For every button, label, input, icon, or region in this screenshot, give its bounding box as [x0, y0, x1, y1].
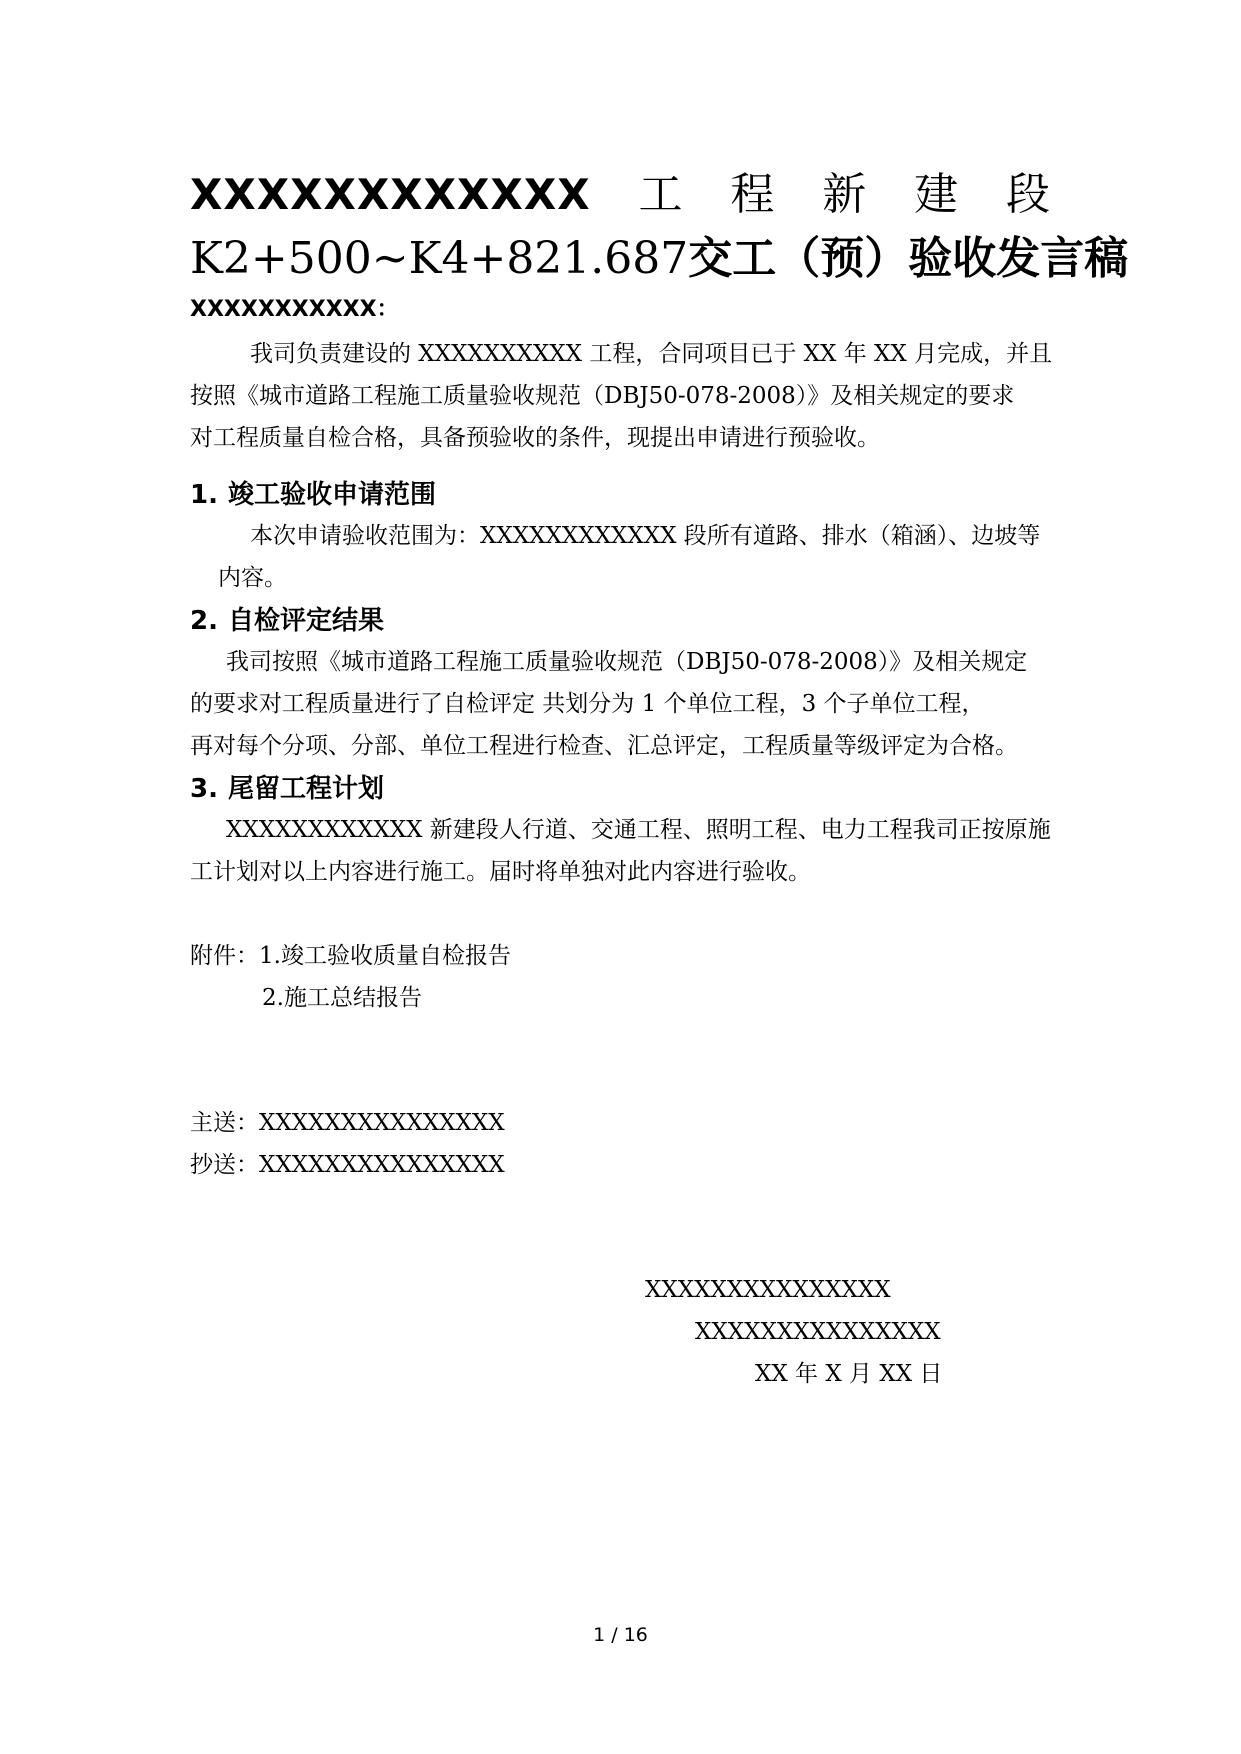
title-project-code: XXXXXXXXXXXX	[190, 170, 591, 219]
attachments	[190, 935, 511, 977]
title-suffix: 交工（预）验收发言稿	[688, 233, 1129, 284]
section-title: 竣工验收申请范围	[228, 480, 437, 510]
section-line: 工计划对以上内容进行施工。届时将单独对此内容进行验收。	[190, 859, 811, 885]
section-line: 本次申请验收范围为：XXXXXXXXXXXX 段所有道路、排水（箱涵）、边坡等	[250, 523, 1041, 549]
intro-line: 我司负责建设的 XXXXXXXXXX 工程，合同项目已于 XX 年 XX 月完成，并且	[250, 341, 1053, 367]
send-to-label: 主送：	[190, 1110, 259, 1136]
section-line: 内容。	[218, 565, 287, 591]
section-heading	[190, 474, 436, 511]
title-char: 建	[914, 169, 959, 220]
signature-date: XX 年 X 月 XX 日	[755, 1361, 943, 1387]
section-number: 3.	[190, 774, 218, 804]
section-line: 再对每个分项、分部、单位工程进行检查、汇总评定，工程质量等级评定为合格。	[190, 733, 1018, 759]
intro-line: 按照《城市道路工程施工质量验收规范（DBJ50-078-2008）》及相关规定的要求	[190, 383, 1015, 409]
title-line-2	[190, 222, 1128, 286]
intro-line: 对工程质量自检合格，具备预验收的条件，现提出申请进行预验收。	[190, 425, 880, 451]
section-title: 尾留工程计划	[228, 774, 385, 804]
attachment-item: 1.竣工验收质量自检报告	[259, 943, 511, 969]
salutation: XXXXXXXXXXX：	[190, 297, 399, 322]
title-char: 工	[638, 169, 683, 220]
attachment-item: 2.施工总结报告	[262, 985, 422, 1011]
title-char: 程	[730, 169, 775, 220]
section-title: 自检评定结果	[228, 606, 385, 636]
section-heading	[190, 768, 384, 805]
signature-line: XXXXXXXXXXXXXXX	[645, 1277, 891, 1303]
title-char: 新	[822, 169, 867, 220]
section-line: XXXXXXXXXXXX 新建段人行道、交通工程、照明工程、电力工程我司正按原施	[226, 817, 1051, 843]
title-char: 段	[1005, 169, 1050, 220]
signature-line: XXXXXXXXXXXXXXX	[695, 1319, 941, 1345]
section-line: 的要求对工程质量进行了自检评定 共划分为 1 个单位工程，3 个子单位工程，	[190, 691, 985, 717]
copy-to-value: XXXXXXXXXXXXXXX	[259, 1152, 505, 1178]
section-number: 2.	[190, 606, 218, 636]
page-number: 1 / 16	[593, 1624, 648, 1646]
send-to	[190, 1102, 505, 1144]
send-to-value: XXXXXXXXXXXXXXX	[259, 1110, 505, 1136]
title-line-1	[190, 158, 1050, 222]
copy-to-label: 抄送：	[190, 1152, 259, 1178]
copy-to	[190, 1144, 505, 1186]
title-range: K2+500~K4+821.687	[190, 233, 689, 284]
section-heading	[190, 600, 384, 637]
section-line: 我司按照《城市道路工程施工质量验收规范（DBJ50-078-2008）》及相关规定	[226, 649, 1028, 675]
section-number: 1.	[190, 480, 218, 510]
attachments-label: 附件：	[190, 943, 259, 969]
